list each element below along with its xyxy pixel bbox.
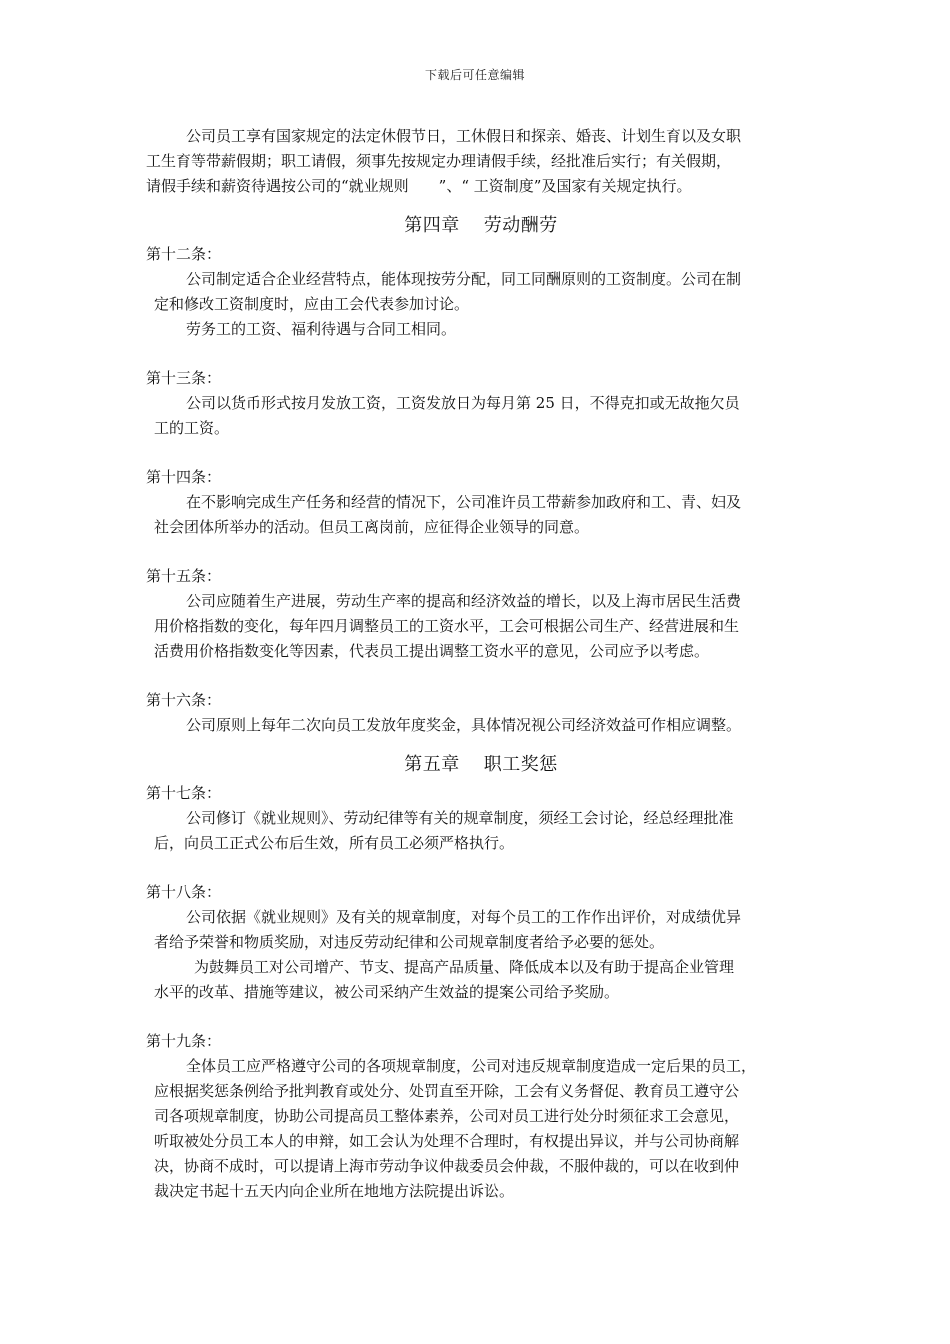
header-note: 下载后可任意编辑	[424, 68, 525, 82]
article-label: 第十八条：	[146, 883, 222, 901]
article-label: 第十五条：	[146, 567, 222, 585]
chapter-title: 职工奖惩	[483, 754, 558, 775]
article-line: 为鼓舞员工对公司增产、节支、提高产品质量、降低成本以及有助于提高企业管理	[194, 958, 735, 976]
article-label: 第十二条：	[146, 245, 222, 263]
spacer	[146, 1005, 816, 1029]
chapter-number: 第四章	[404, 215, 460, 236]
article-label: 第十四条：	[146, 468, 222, 486]
article-line: 裁决定书起十五天内向企业所在地地方法院提出诉讼。	[154, 1182, 515, 1200]
article-line: 公司修订《就业规则》、劳动纪律等有关的规章制度，须经工会讨论，经总经理批准	[186, 809, 734, 827]
article-line: 公司制定适合企业经营特点，能体现按劳分配，同工同酬原则的工资制度。公司在制	[186, 270, 742, 288]
intro-line: 请假手续和薪资待遇按公司的“就业规则 ”、“ 工资制度”及国家有关规定执行。	[146, 177, 692, 195]
intro-line: 公司员工享有国家规定的法定休假节日，工休假日和探亲、婚丧、计划生育以及女职	[186, 127, 742, 145]
article-label: 第十三条：	[146, 369, 222, 387]
article-line: 水平的改革、措施等建议，被公司采纳产生效益的提案公司给予奖励。	[154, 983, 620, 1001]
spacer	[146, 664, 816, 688]
chapter-heading	[146, 213, 816, 239]
article-line: 公司原则上每年二次向员工发放年度奖金，具体情况视公司经济效益可作相应调整。	[186, 716, 742, 734]
article-label: 第十六条：	[146, 691, 222, 709]
article-line: 公司以货币形式按月发放工资，工资发放日为每月第 25 日，不得克扣或无故拖欠员	[186, 394, 740, 412]
article-line: 全体员工应严格遵守公司的各项规章制度，公司对违反规章制度造成一定后果的员工，	[186, 1057, 757, 1075]
document-body	[146, 124, 816, 1204]
spacer	[146, 441, 816, 465]
article-line: 活费用价格指数变化等因素，代表员工提出调整工资水平的意见，公司应予以考虑。	[154, 642, 710, 660]
article-line: 听取被处分员工本人的申辩，如工会认为处理不合理时，有权提出异议，并与公司协商解	[154, 1132, 740, 1150]
spacer	[146, 342, 816, 366]
article-line: 后，向员工正式公布后生效，所有员工必须严格执行。	[154, 834, 515, 852]
article-line: 用价格指数的变化，每年四月调整员工的工资水平，工会可根据公司生产、经营进展和生	[154, 617, 740, 635]
article-label: 第十七条：	[146, 784, 222, 802]
article-line: 应根据奖惩条例给予批判教育或处分、处罚直至开除，工会有义务督促、教育员工遵守公	[154, 1082, 740, 1100]
chapter-title: 劳动酬劳	[483, 215, 558, 236]
article-line: 司各项规章制度，协助公司提高员工整体素养，公司对员工进行处分时须征求工会意见，	[154, 1107, 740, 1125]
article-line: 工的工资。	[154, 419, 230, 437]
spacer	[146, 540, 816, 564]
chapter-heading	[146, 752, 816, 778]
article-line: 定和修改工资制度时，应由工会代表参加讨论。	[154, 295, 470, 313]
article-line: 社会团体所举办的活动。但员工离岗前，应征得企业领导的同意。	[154, 518, 590, 536]
article-line: 决，协商不成时，可以提请上海市劳动争议仲裁委员会仲裁，不服仲裁的，可以在收到仲	[154, 1157, 740, 1175]
article-line: 公司应随着生产进展，劳动生产率的提高和经济效益的增长，以及上海市居民生活费	[186, 592, 742, 610]
article-line: 者给予荣誉和物质奖励，对违反劳动纪律和公司规章制度者给予必要的惩处。	[154, 933, 665, 951]
article-line: 在不影响完成生产任务和经营的情况下，公司准许员工带薪参加政府和工、青、妇及	[186, 493, 742, 511]
intro-line: 工生育等带薪假期；职工请假，须事先按规定办理请假手续，经批准后实行；有关假期，	[146, 152, 732, 170]
chapter-number: 第五章	[404, 754, 460, 775]
article-label: 第十九条：	[146, 1032, 222, 1050]
article-line: 劳务工的工资、福利待遇与合同工相同。	[186, 320, 457, 338]
spacer	[146, 856, 816, 880]
article-line: 公司依据《就业规则》及有关的规章制度，对每个员工的工作作出评价，对成绩优异	[186, 908, 742, 926]
